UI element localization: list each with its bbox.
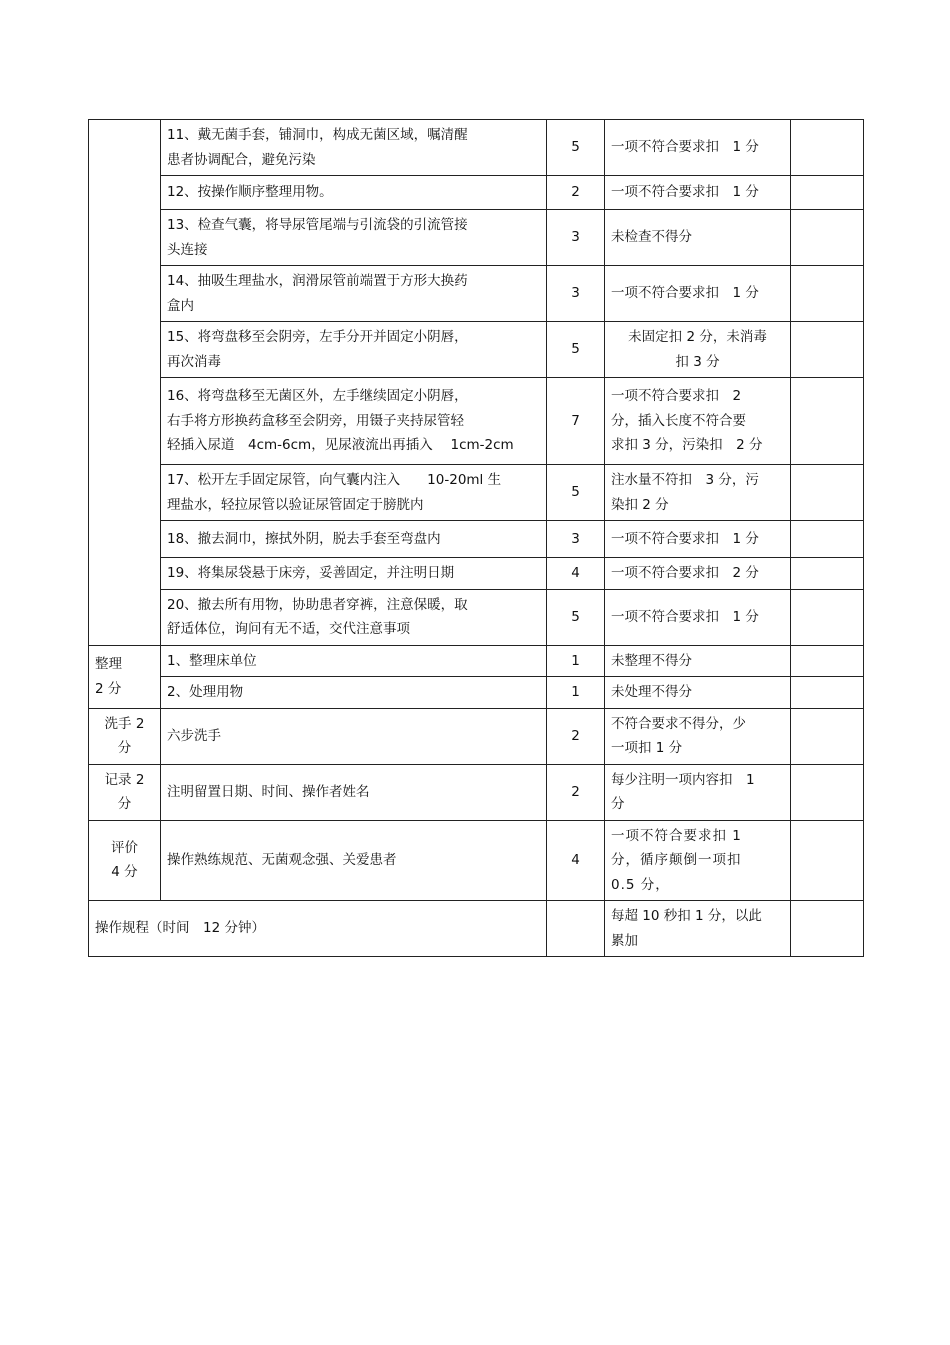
score-cell: 5: [547, 322, 605, 378]
item-text: 11、戴无菌手套，铺洞巾，构成无菌区域，嘱清醒 患者协调配合，避免污染: [161, 120, 547, 176]
item-text: 六步洗手: [161, 708, 547, 764]
score-cell: 1: [547, 645, 605, 677]
item-text: 12、按操作顺序整理用物。: [161, 176, 547, 210]
item-text: 2、处理用物: [161, 677, 547, 709]
deduction-cell: 一项不符合要求扣 1 分: [605, 266, 791, 322]
remark-cell: [791, 645, 864, 677]
deduction-cell: 每超 10 秒扣 1 分，以此 累加: [605, 901, 791, 957]
score-cell: 3: [547, 210, 605, 266]
table-row: [89, 120, 864, 176]
table-row: [89, 322, 864, 378]
score-cell: 3: [547, 521, 605, 558]
score-cell: 4: [547, 820, 605, 901]
deduction-cell: 未处理不得分: [605, 677, 791, 709]
section-tidy: 整理 2 分: [89, 645, 161, 708]
score-cell: 5: [547, 465, 605, 521]
item-text: 注明留置日期、时间、操作者姓名: [161, 764, 547, 820]
deduction-cell: 未检查不得分: [605, 210, 791, 266]
table-row: [89, 708, 864, 764]
remark-cell: [791, 266, 864, 322]
table-row: [89, 645, 864, 677]
table-row: [89, 176, 864, 210]
table-row: [89, 465, 864, 521]
deduction-cell: 每少注明一项内容扣 1 分: [605, 764, 791, 820]
score-cell: 5: [547, 120, 605, 176]
remark-cell: [791, 708, 864, 764]
table-row: [89, 677, 864, 709]
remark-cell: [791, 120, 864, 176]
item-text: 14、抽吸生理盐水，润滑尿管前端置于方形大换药 盒内: [161, 266, 547, 322]
remark-cell: [791, 465, 864, 521]
item-text: 1、整理床单位: [161, 645, 547, 677]
remark-cell: [791, 378, 864, 465]
section-handwash: 洗手 2 分: [89, 708, 161, 764]
item-text: 13、检查气囊，将导尿管尾端与引流袋的引流管接 头连接: [161, 210, 547, 266]
score-cell: 4: [547, 558, 605, 590]
table-row: [89, 210, 864, 266]
score-cell: 7: [547, 378, 605, 465]
section-cell: [89, 120, 161, 646]
procedure-label: 操作规程（时间 12 分钟）: [89, 901, 547, 957]
table-row: [89, 558, 864, 590]
deduction-cell: 一项不符合要求扣 2 分: [605, 558, 791, 590]
item-text: 17、松开左手固定尿管，向气囊内注入 10-20ml 生 理盐水，轻拉尿管以验证尿管固定于膀胱内: [161, 465, 547, 521]
section-record: 记录 2 分: [89, 764, 161, 820]
table-row: [89, 764, 864, 820]
score-cell: [547, 901, 605, 957]
table-row: [89, 378, 864, 465]
table-row: [89, 521, 864, 558]
section-evaluation: 评价 4 分: [89, 820, 161, 901]
deduction-cell: 未固定扣 2 分，未消毒 扣 3 分: [605, 322, 791, 378]
remark-cell: [791, 176, 864, 210]
score-cell: 1: [547, 677, 605, 709]
remark-cell: [791, 764, 864, 820]
deduction-cell: 注水量不符扣 3 分，污 染扣 2 分: [605, 465, 791, 521]
remark-cell: [791, 820, 864, 901]
score-cell: 2: [547, 764, 605, 820]
remark-cell: [791, 677, 864, 709]
remark-cell: [791, 589, 864, 645]
deduction-cell: 一项不符合要求扣 1 分，循序颠倒一项扣 0.5 分，: [605, 820, 791, 901]
scoring-table: [88, 119, 864, 957]
item-text: 19、将集尿袋悬于床旁，妥善固定，并注明日期: [161, 558, 547, 590]
table-row: [89, 589, 864, 645]
score-cell: 3: [547, 266, 605, 322]
table-row: [89, 820, 864, 901]
remark-cell: [791, 322, 864, 378]
score-cell: 2: [547, 176, 605, 210]
deduction-cell: 未整理不得分: [605, 645, 791, 677]
item-text: 20、撤去所有用物，协助患者穿裤，注意保暖，取 舒适体位，询问有无不适，交代注意事项: [161, 589, 547, 645]
remark-cell: [791, 901, 864, 957]
deduction-cell: 一项不符合要求扣 2 分，插入长度不符合要 求扣 3 分，污染扣 2 分: [605, 378, 791, 465]
deduction-cell: 一项不符合要求扣 1 分: [605, 120, 791, 176]
table-row: [89, 901, 864, 957]
deduction-cell: 不符合要求不得分，少 一项扣 1 分: [605, 708, 791, 764]
item-text: 18、撤去洞巾，擦拭外阴，脱去手套至弯盘内: [161, 521, 547, 558]
score-cell: 2: [547, 708, 605, 764]
remark-cell: [791, 210, 864, 266]
deduction-cell: 一项不符合要求扣 1 分: [605, 589, 791, 645]
score-cell: 5: [547, 589, 605, 645]
deduction-cell: 一项不符合要求扣 1 分: [605, 521, 791, 558]
deduction-cell: 一项不符合要求扣 1 分: [605, 176, 791, 210]
table-row: [89, 266, 864, 322]
remark-cell: [791, 558, 864, 590]
item-text: 15、将弯盘移至会阴旁，左手分开并固定小阴唇， 再次消毒: [161, 322, 547, 378]
item-text: 操作熟练规范、无菌观念强、关爱患者: [161, 820, 547, 901]
item-text: 16、将弯盘移至无菌区外，左手继续固定小阴唇， 右手将方形换药盒移至会阴旁，用镊子夹持尿管轻 轻插入尿道 4cm-6cm，见尿液流出再插入 1cm-2cm: [161, 378, 547, 465]
remark-cell: [791, 521, 864, 558]
